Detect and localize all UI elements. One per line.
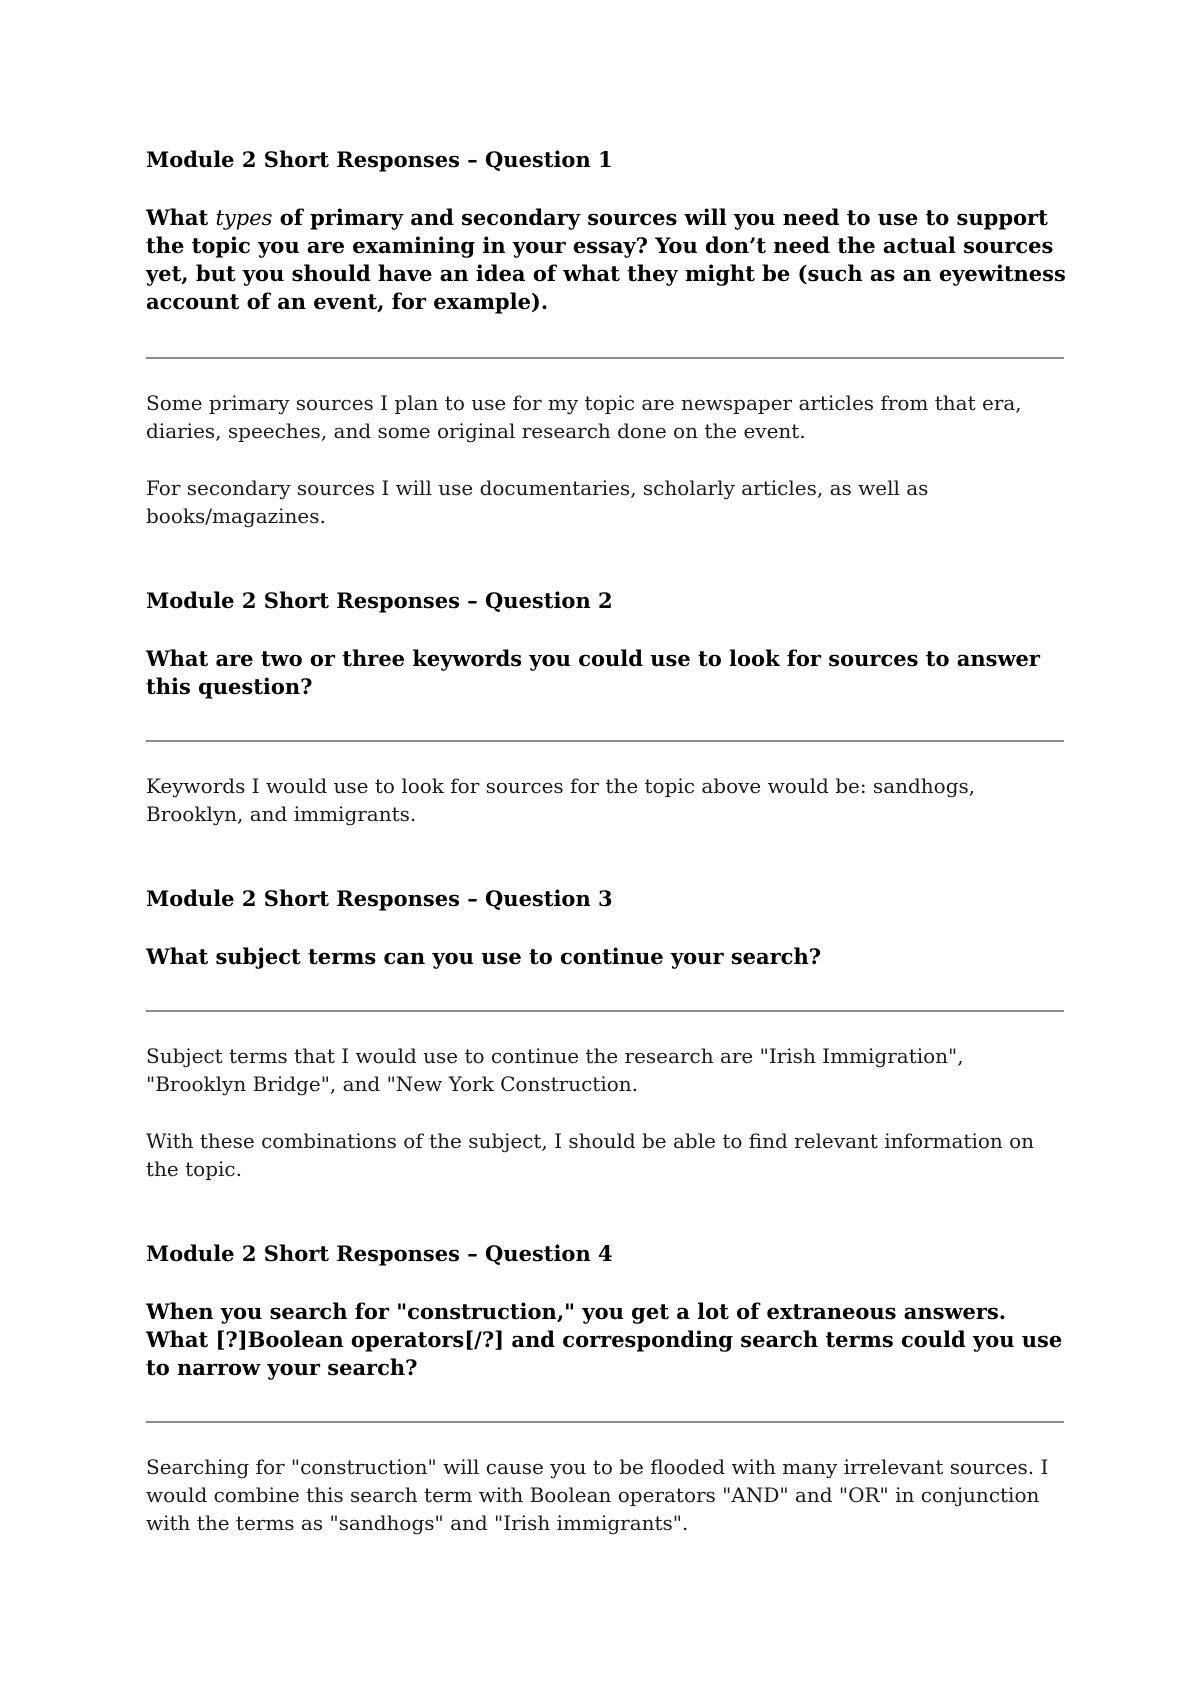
question-1-prompt <box>146 204 1066 316</box>
question-1-prompt-end: of primary and secondary sources will you need to use to support the topic you are examining in your essay? You don’t need the actual sources yet, but you should have an idea of what they might be (such as an eyewitness account of an event, for example). <box>146 205 1066 314</box>
question-1-answer-1: Some primary sources I plan to use for my topic are newspaper articles from that era, diaries, speeches, and some original research done on the event. <box>146 391 1022 443</box>
question-3-answer-1: Subject terms that I would use to continue the research are "Irish Immigration", "Brooklyn Bridge", and "New York Construction. <box>146 1044 964 1096</box>
question-1-prompt-start: What <box>146 205 216 230</box>
answer-divider <box>146 740 1064 742</box>
question-2-prompt: What are two or three keywords you could use to look for sources to answer this question? <box>146 646 1040 699</box>
question-1-title: Module 2 Short Responses – Question 1 <box>146 147 613 172</box>
question-3-title: Module 2 Short Responses – Question 3 <box>146 886 613 911</box>
answer-divider <box>146 1421 1064 1423</box>
question-1-answer-2: For secondary sources I will use documentaries, scholarly articles, as well as books/magazines. <box>146 476 929 528</box>
question-4-prompt: When you search for "construction," you get a lot of extraneous answers. What [?]Boolean operators[/?] and corresponding search terms could you use to narrow your search? <box>146 1299 1063 1380</box>
question-3-prompt: What subject terms can you use to continue your search? <box>146 944 822 969</box>
question-3-answer-2: With these combinations of the subject, I should be able to find relevant information on the topic. <box>146 1129 1035 1181</box>
answer-divider <box>146 1010 1064 1012</box>
question-2-title: Module 2 Short Responses – Question 2 <box>146 588 613 613</box>
question-2-answer-1: Keywords I would use to look for sources for the topic above would be: sandhogs, Brooklyn, and immigrants. <box>146 774 976 826</box>
question-4-answer-1: Searching for "construction" will cause you to be flooded with many irrelevant sources. I would combine this search term with Boolean operators "AND" and "OR" in conjunction with the terms as "sandhogs" and "Irish immigrants". <box>146 1455 1049 1535</box>
question-4-title: Module 2 Short Responses – Question 4 <box>146 1241 613 1266</box>
answer-divider <box>146 357 1064 359</box>
question-1-prompt-italic: types <box>215 206 273 230</box>
